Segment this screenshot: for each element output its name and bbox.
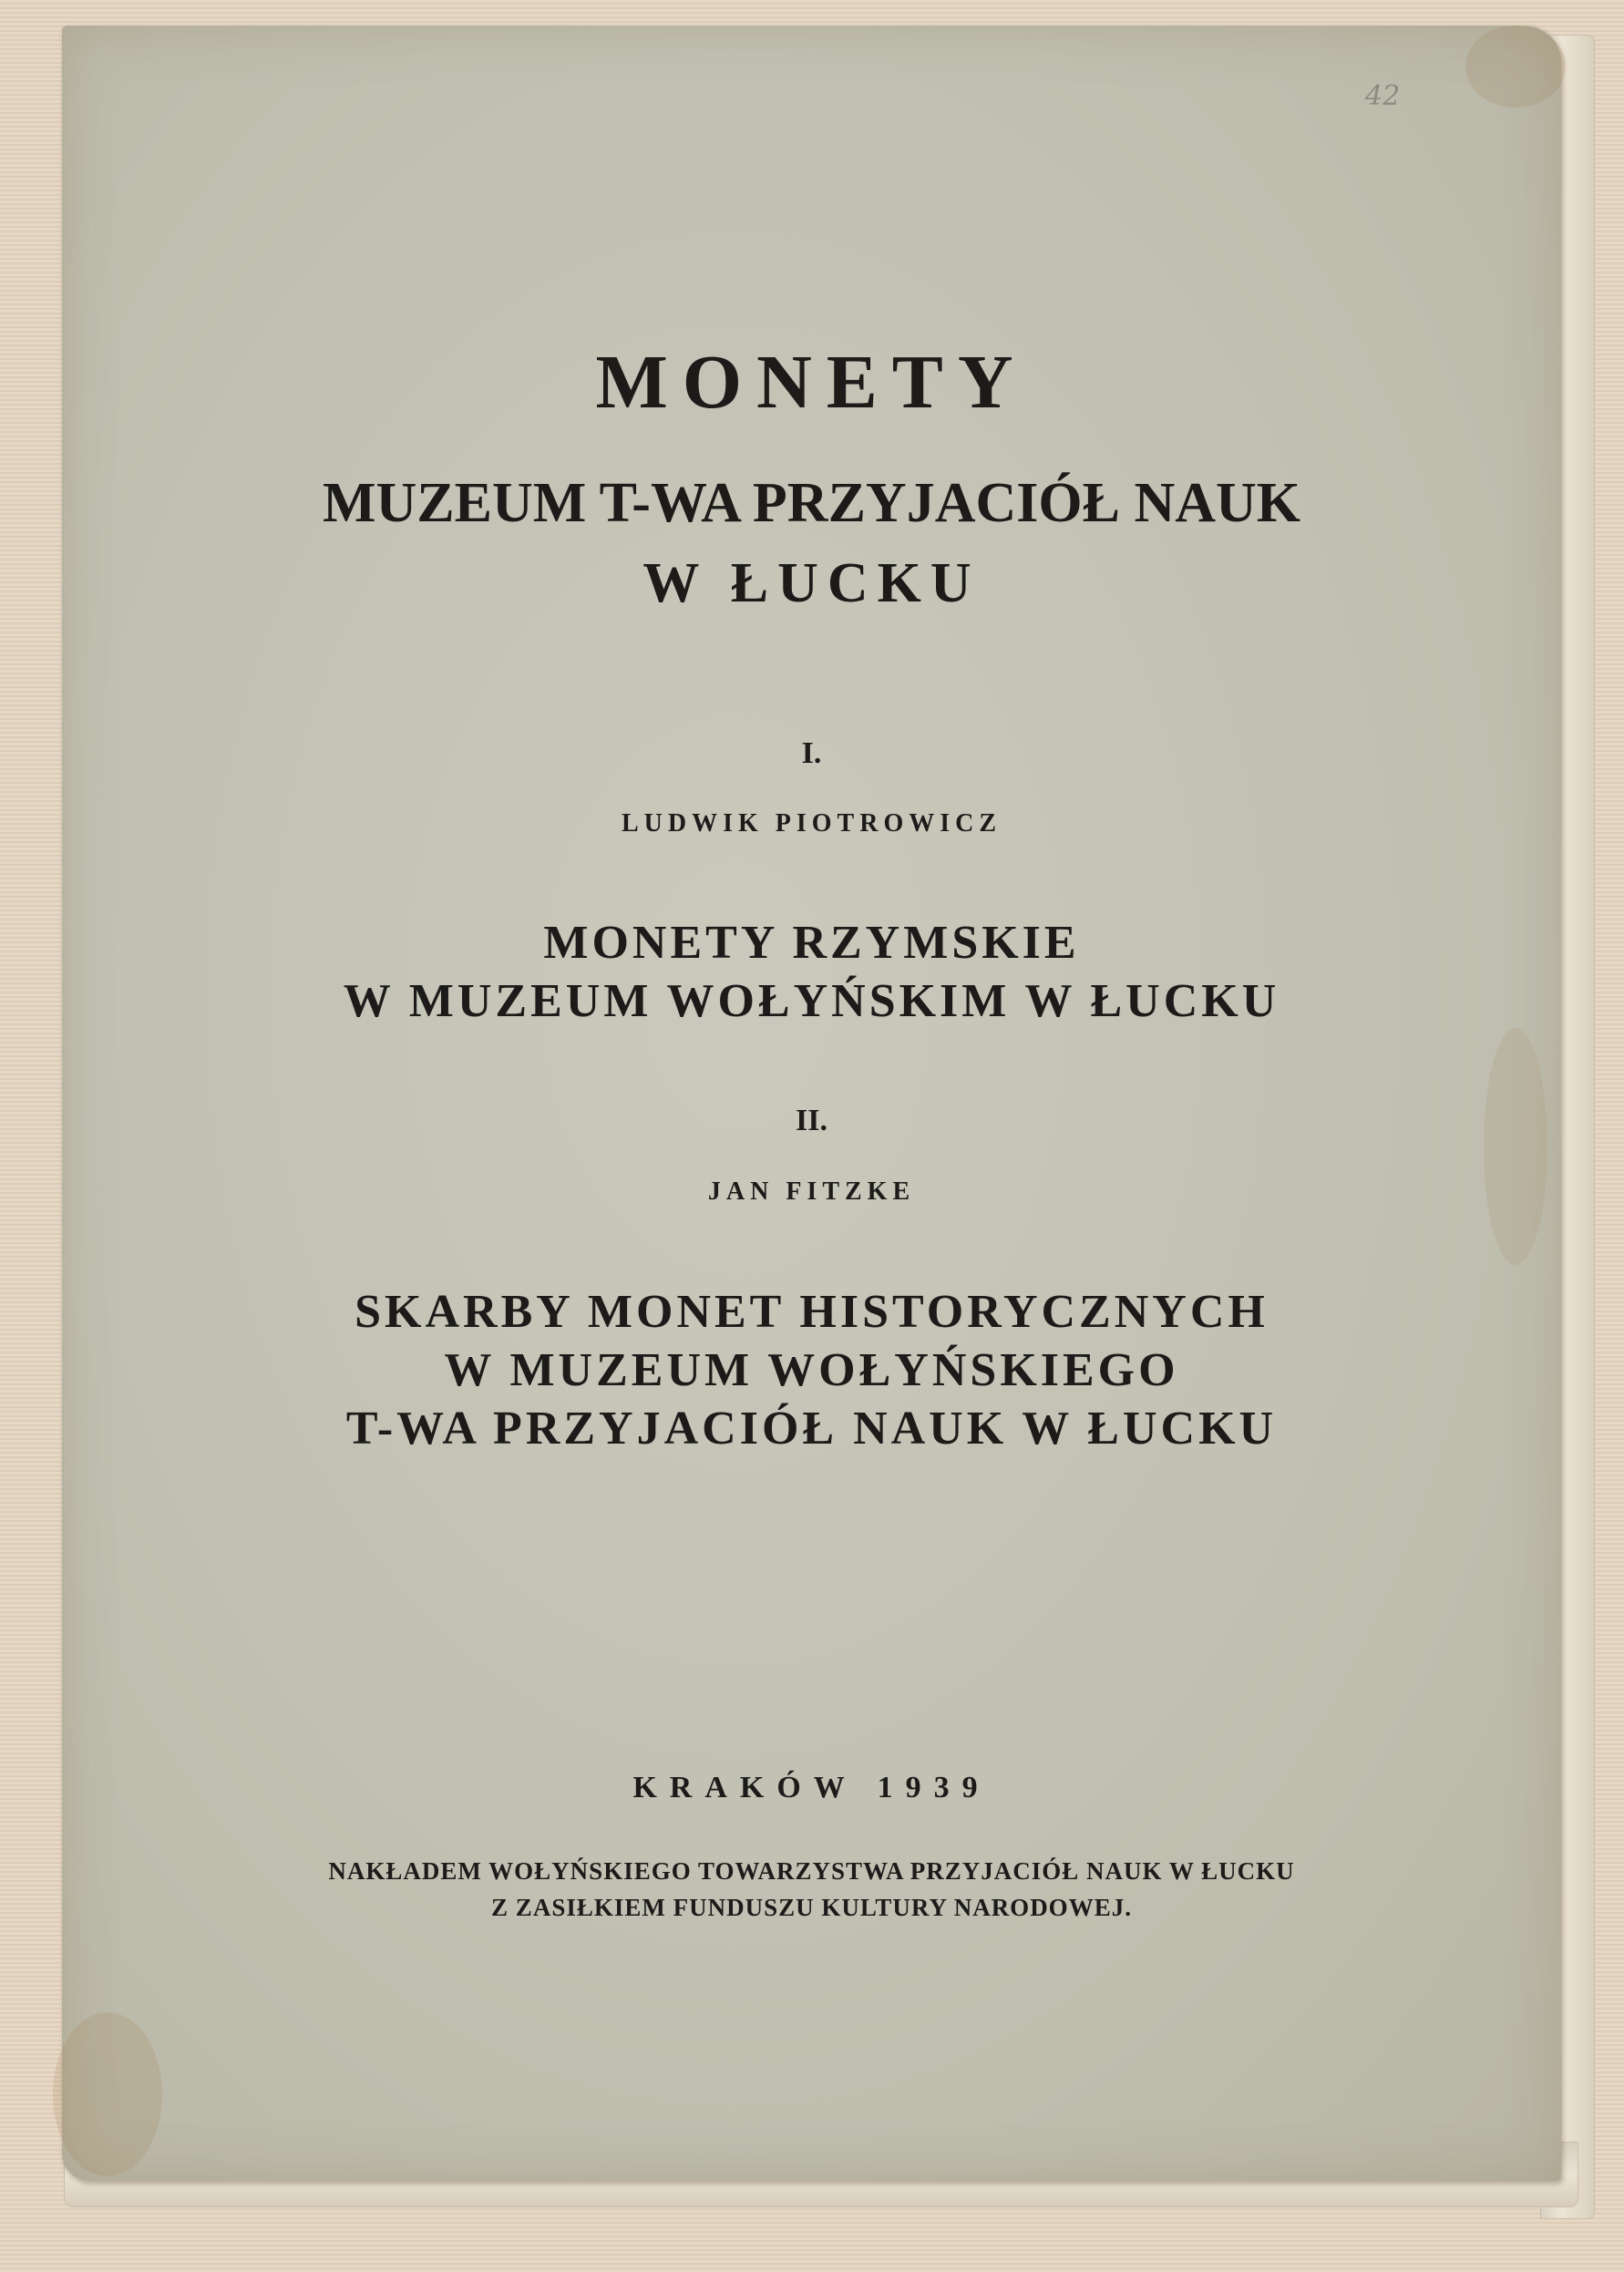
- stain-mark: [53, 2012, 162, 2176]
- part-two-title: [62, 1283, 1561, 1458]
- part-one-title-line: MONETY RZYMSKIE: [543, 917, 1080, 969]
- book-cover: [62, 26, 1561, 2181]
- part-two-number: II.: [796, 1104, 827, 1137]
- cover-title: MONETY: [595, 340, 1028, 425]
- part-two-title-line: W MUZEUM WOŁYŃSKIEGO: [444, 1344, 1179, 1396]
- imprint-line: Z ZASIŁKIEM FUNDUSZU KULTURY NARODOWEJ.: [491, 1894, 1132, 1921]
- part-one-author: LUDWIK PIOTROWICZ: [621, 809, 1002, 838]
- stain-mark: [1484, 1028, 1547, 1265]
- publisher-imprint: [62, 1853, 1561, 1926]
- stain-mark: [1465, 26, 1566, 108]
- imprint-line: NAKŁADEM WOŁYŃSKIEGO TOWARZYSTWA PRZYJACIÓŁ NAUK W ŁUCKU: [328, 1857, 1295, 1885]
- part-one-title: [62, 914, 1561, 1031]
- subtitle-line: MUZEUM T-WA PRZYJACIÓŁ NAUK: [322, 472, 1301, 534]
- pencil-note: 42: [1365, 80, 1401, 112]
- part-two-title-line: T-WA PRZYJACIÓŁ NAUK W ŁUCKU: [345, 1403, 1278, 1455]
- cover-subtitle: [62, 463, 1561, 623]
- place-and-year: KRAKÓW 1939: [632, 1771, 991, 1804]
- subtitle-line: W ŁUCKU: [642, 552, 981, 614]
- part-two-title-line: SKARBY MONET HISTORYCZNYCH: [355, 1286, 1269, 1338]
- part-one-number: I.: [801, 736, 822, 770]
- part-two-author: JAN FITZKE: [707, 1177, 916, 1206]
- part-one-title-line: W MUZEUM WOŁYŃSKIM W ŁUCKU: [343, 975, 1280, 1027]
